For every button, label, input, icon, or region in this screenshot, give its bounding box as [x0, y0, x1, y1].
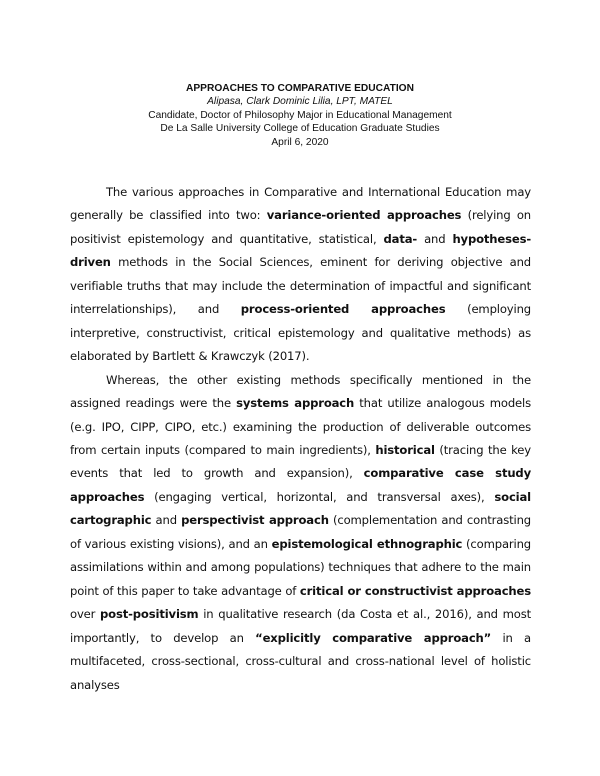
- text-run: that utilize analogous models (e.g. IPO, CIPP, CIPO, etc.) examining the production of deliverable outcomes from certain inputs (compared to main ingredients),: [70, 396, 531, 457]
- emphasis-term: social cartographic: [70, 489, 531, 528]
- text-run: (comparing assimilations within and among populations) techniques that adhere to the main point of this paper to take advantage of: [70, 536, 532, 598]
- text-run: Whereas, the other existing methods specifically mentioned in the assigned readings were the: [70, 372, 531, 411]
- text-run: over: [70, 607, 101, 622]
- paragraph-1: [70, 181, 531, 369]
- author-institution: De La Salle University College of Education Graduate Studies: [160, 123, 440, 135]
- emphasis-term: comparative case study approaches: [70, 466, 531, 504]
- text-run: (relying on positivist epistemology and quantitative, statistical,: [70, 208, 531, 246]
- emphasis-term: systems approach: [236, 396, 355, 411]
- emphasis-term: post-positivism: [100, 607, 199, 622]
- text-run: in a multifaceted, cross-sectional, cross-cultural and cross-national level of holistic analyses: [70, 630, 531, 692]
- text-run: in qualitative research (da Costa et al., 2016), and most importantly, to develop an: [70, 607, 531, 645]
- emphasis-term: historical: [375, 442, 435, 457]
- document-header: [0, 82, 600, 149]
- text-run: (engaging vertical, horizontal, and transversal axes),: [144, 489, 495, 504]
- text-run: and: [417, 231, 453, 246]
- emphasis-term: critical or constructivist approaches: [299, 583, 531, 598]
- emphasis-term: process-oriented approaches: [240, 302, 446, 317]
- document-body: [70, 181, 531, 697]
- author-name: Alipasa, Clark Dominic Lilia, LPT, MATEL: [207, 96, 393, 108]
- text-run: and: [151, 513, 182, 528]
- text-run: (tracing the key events that led to growth and expansion),: [70, 442, 532, 481]
- emphasis-term: “explicitly comparative approach”: [255, 630, 492, 645]
- text-run: (complementation and contrasting of various existing visions), and an: [70, 513, 531, 551]
- emphasis-term: hypotheses-driven: [70, 231, 531, 270]
- document-title: APPROACHES TO COMPARATIVE EDUCATION: [186, 83, 414, 94]
- emphasis-term: variance-oriented approaches: [266, 208, 462, 223]
- text-run: methods in the Social Sciences, eminent for deriving objective and verifiable truths that may include the determination of impactful and significant interrelationships), and: [70, 255, 531, 317]
- emphasis-term: epistemological ethnographic: [271, 536, 463, 551]
- text-run: (employing interpretive, constructivist, critical epistemology and qualitative methods) as elaborated by Bartlett & Krawczyk (2017).: [70, 302, 531, 364]
- paragraph-2: [70, 369, 531, 697]
- text-run: The various approaches in Comparative and International Education may generally be classified into two:: [70, 185, 531, 223]
- emphasis-term: perspectivist approach: [181, 513, 329, 528]
- document-date: April 6, 2020: [271, 136, 329, 148]
- emphasis-term: data-: [383, 231, 418, 246]
- author-candidacy: Candidate, Doctor of Philosophy Major in Educational Management: [148, 109, 452, 121]
